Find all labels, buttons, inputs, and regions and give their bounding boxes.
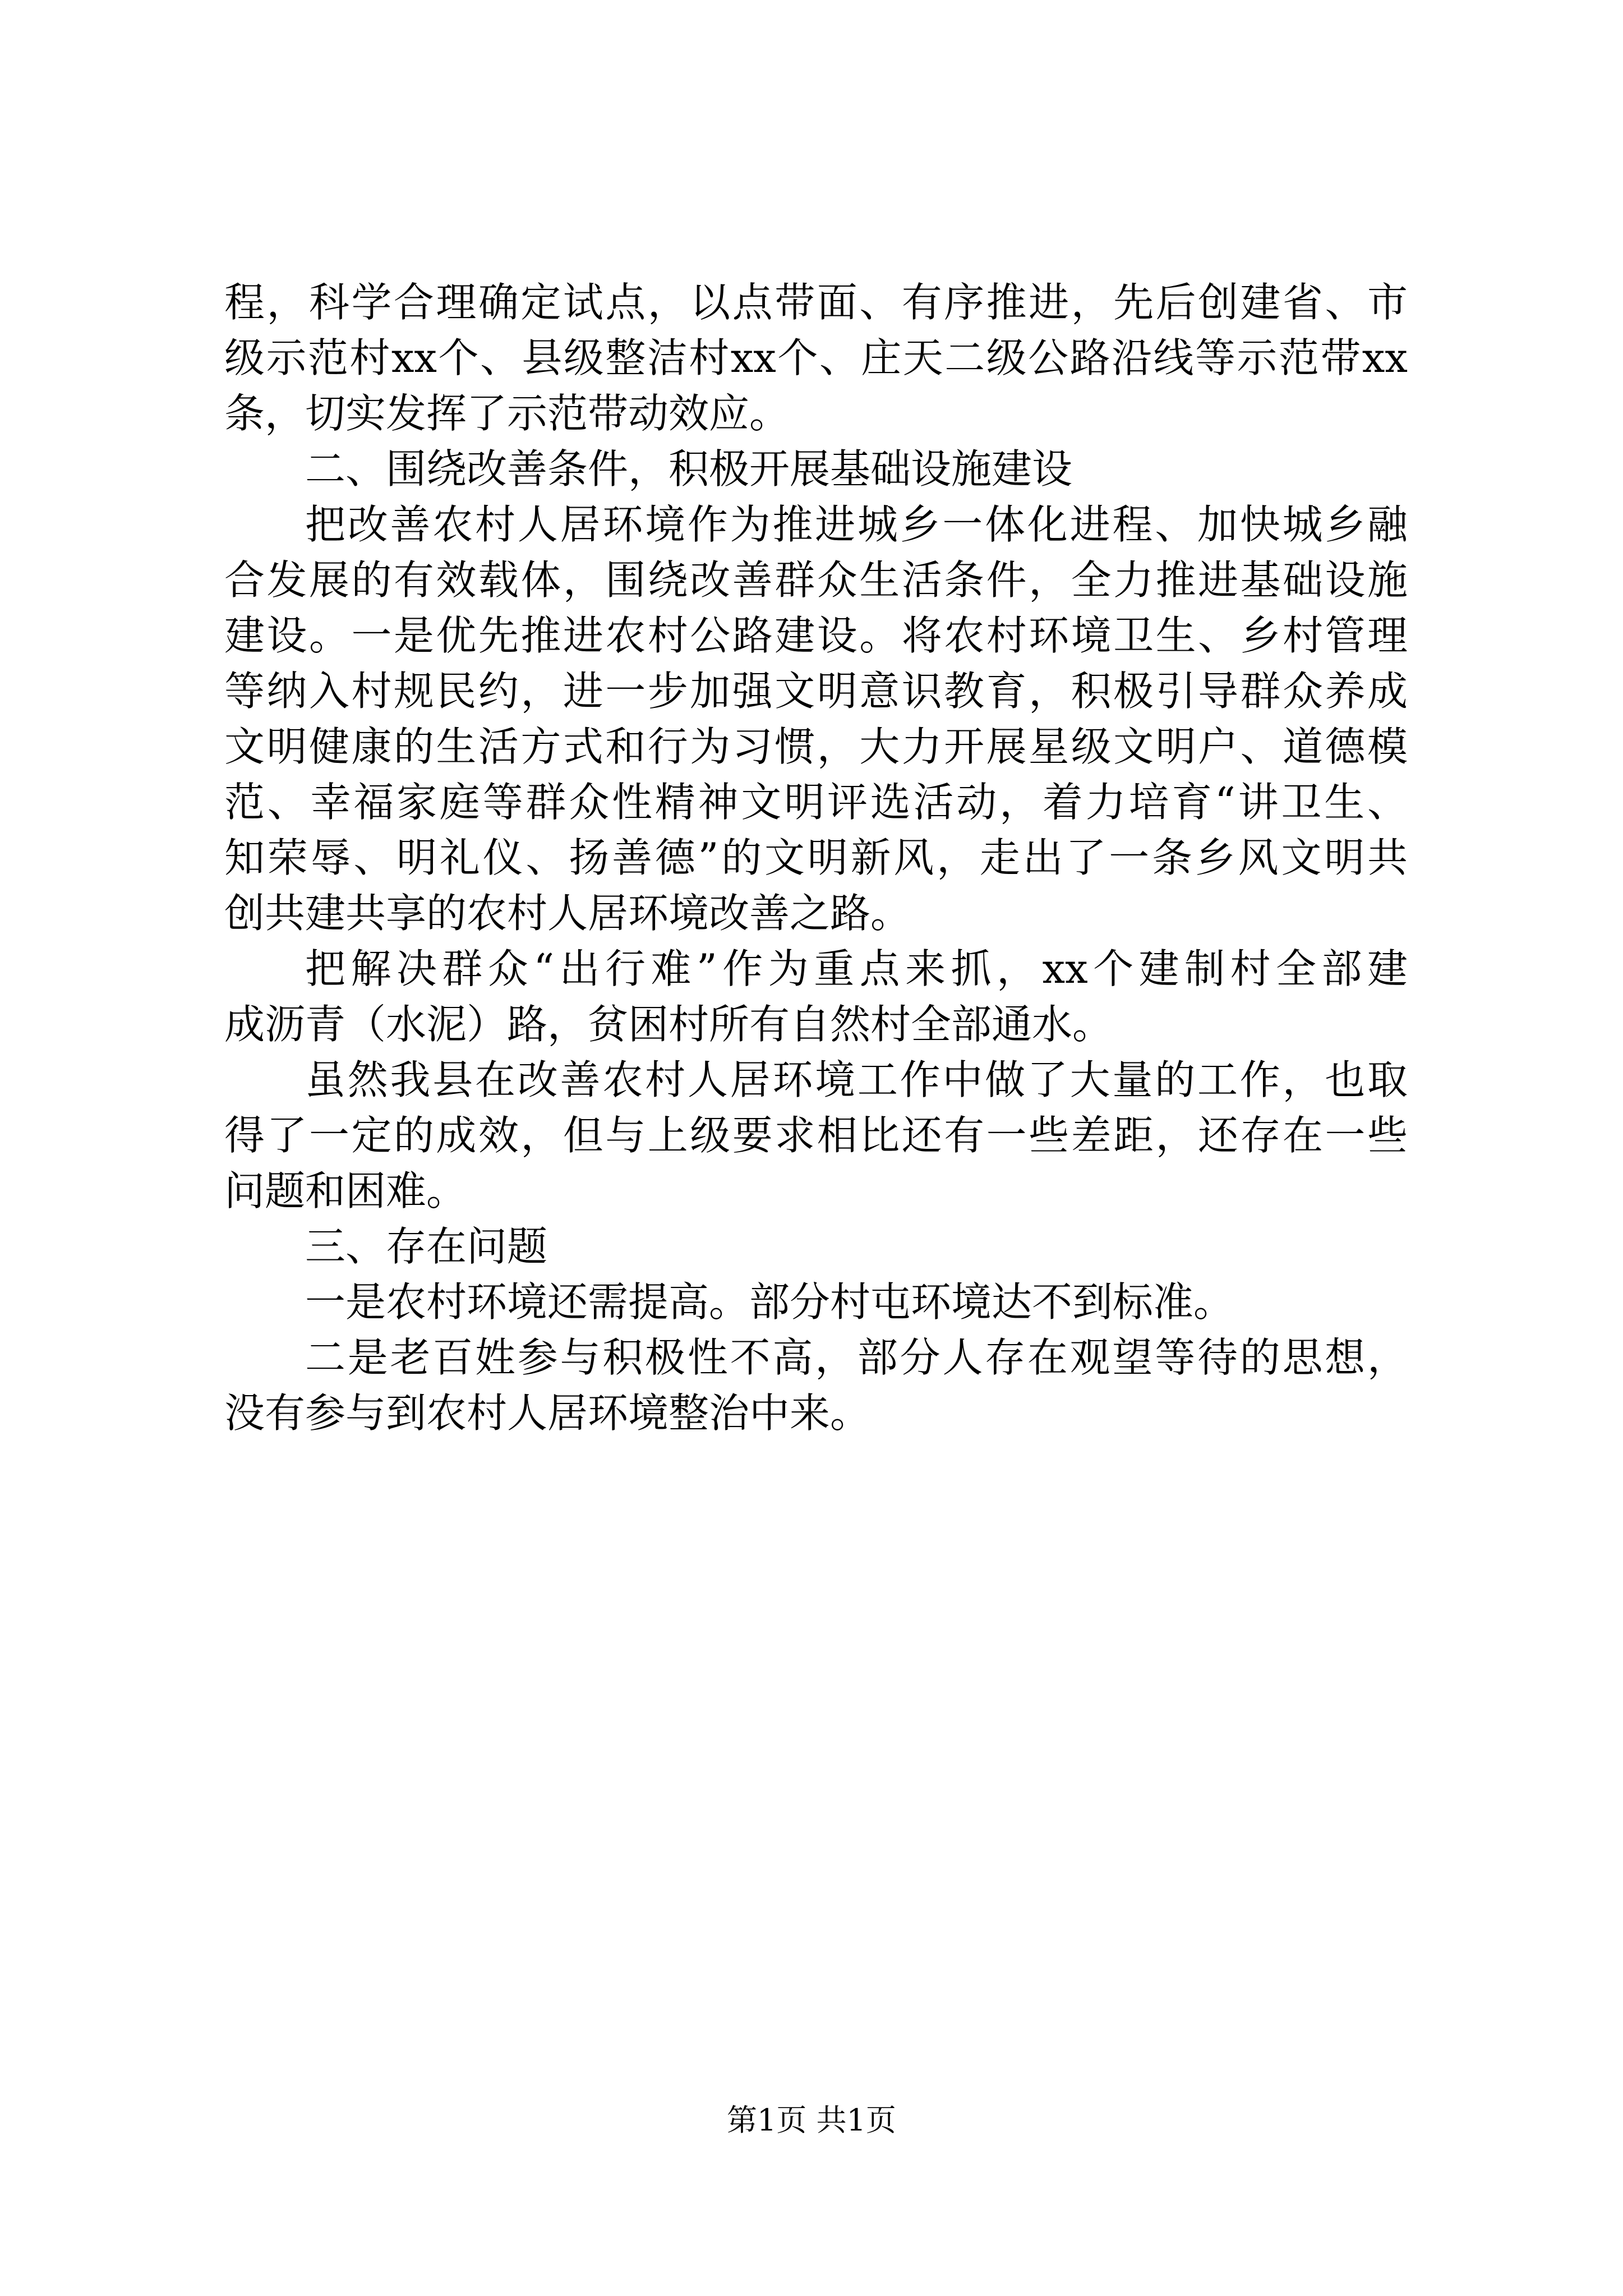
text-line: 级示范村xx个、县级整洁村xx个、庄天二级公路沿线等示范带xx: [224, 334, 1408, 381]
page-number: 第1页 共1页: [727, 2102, 896, 2138]
text-line: 知荣辱、明礼仪、扬善德”的文明新风，走出了一条乡风文明共: [224, 834, 1408, 881]
text-line: 二是老百姓参与积极性不高，部分人存在观望等待的思想，: [305, 1334, 1408, 1381]
text-line: 合发展的有效载体，围绕改善群众生活条件，全力推进基础设施: [224, 556, 1408, 604]
text-line: 程，科学合理确定试点，以点带面、有序推进，先后创建省、市: [224, 279, 1408, 326]
section-heading: 三、存在问题: [305, 1223, 548, 1270]
text-line: 一是农村环境还需提高。部分村屯环境达不到标准。: [305, 1278, 1234, 1326]
text-line: 没有参与到农村人居环境整治中来。: [224, 1389, 871, 1437]
text-line: 成沥青（水泥）路，贫困村所有自然村全部通水。: [224, 1001, 1113, 1048]
document-body: [224, 275, 1408, 1441]
text-line: 把解决群众“出行难”作为重点来抓，xx个建制村全部建: [305, 945, 1408, 992]
text-line: 建设。一是优先推进农村公路建设。将农村环境卫生、乡村管理: [224, 612, 1408, 659]
text-line: 条，切实发挥了示范带动效应。: [224, 390, 790, 437]
text-line: 得了一定的成效，但与上级要求相比还有一些差距，还存在一些: [224, 1112, 1408, 1159]
text-line: 创共建共享的农村人居环境改善之路。: [224, 890, 911, 937]
text-line: 把改善农村人居环境作为推进城乡一体化进程、加快城乡融: [305, 501, 1408, 548]
text-line: 等纳入村规民约，进一步加强文明意识教育，积极引导群众养成: [224, 668, 1408, 715]
text-line: 文明健康的生活方式和行为习惯，大力开展星级文明户、道德模: [224, 723, 1408, 770]
text-line: 问题和困难。: [224, 1167, 467, 1214]
page-footer: [0, 2101, 1623, 2140]
text-line: 虽然我县在改善农村人居环境工作中做了大量的工作，也取: [305, 1056, 1408, 1103]
section-heading: 二、围绕改善条件，积极开展基础设施建设: [305, 445, 1073, 493]
text-line: 范、幸福家庭等群众性精神文明评选活动，着力培育“讲卫生、: [224, 779, 1408, 826]
